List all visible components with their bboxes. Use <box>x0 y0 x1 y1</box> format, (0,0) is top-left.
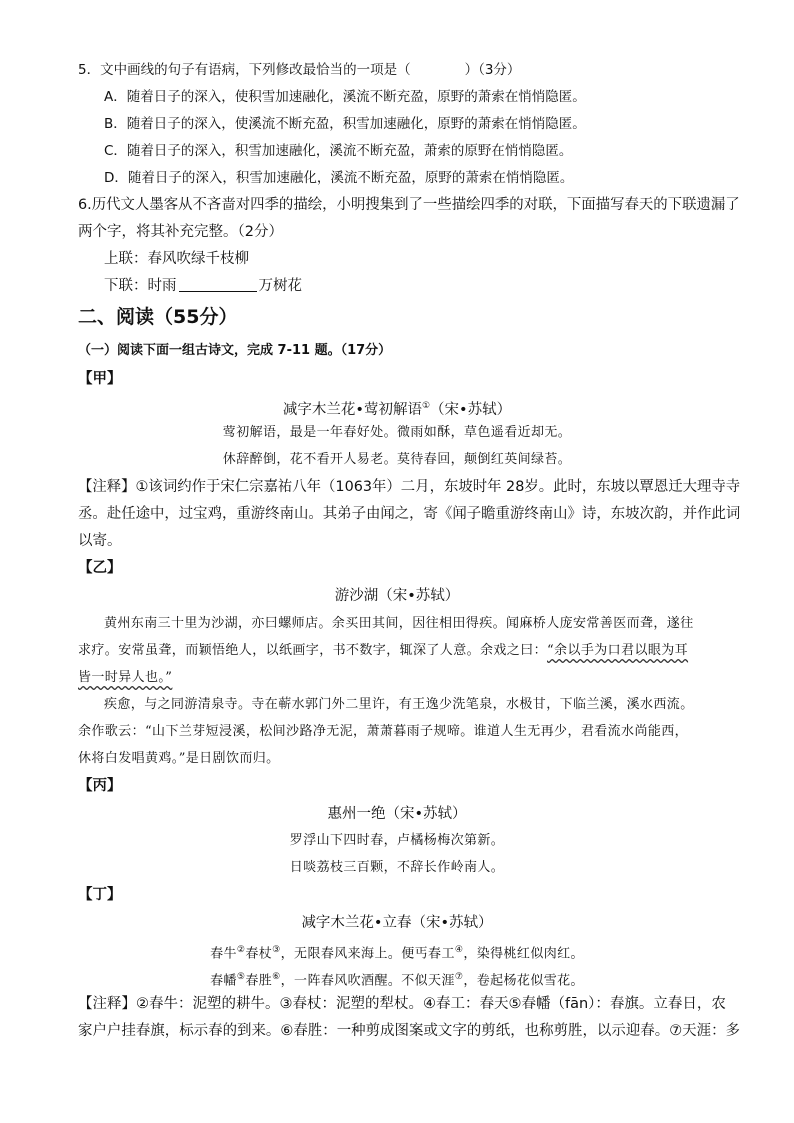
yi-p1-line-2 <box>78 642 688 660</box>
jia-line-2: 休辞醉倒，花不看开人易老。莫待春回，颠倒红英间绿苔。 <box>222 452 572 467</box>
ding-note-ref-3: ③ <box>272 945 281 955</box>
yi-p2-line-3: 休将白发唱黄鸡。”是日剧饮而归。 <box>78 751 280 766</box>
label-jia: 【甲】 <box>78 371 122 387</box>
q5-option-a: A．随着日子的深入，使积雪加速融化，溪流不断充盈，原野的萧索在悄悄隐匿。 <box>104 89 586 105</box>
q5-option-b: B．随着日子的深入，使溪流不断充盈，积雪加速融化，原野的萧索在悄悄隐匿。 <box>104 116 586 132</box>
jia-note-line-3: 以寄。 <box>78 533 122 549</box>
ding-line-2-part-a: 春幡 <box>210 973 237 989</box>
yi-p1-line-2-text: 求疗。安常虽聋，而颖悟绝人，以纸画字，书不数字，辄深了人意。余戏之曰： <box>78 643 548 658</box>
ding-line-1-part-b: 春杖 <box>245 946 273 962</box>
ding-note-ref-7: ⑦ <box>454 972 464 982</box>
q6-stem-line1: 6.历代文人墨客从不吝啬对四季的描绘，小明搜集到了一些描绘四季的对联，下面描写春天的下联遗漏了 <box>78 197 740 213</box>
ding-note-ref-6: ⑥ <box>272 972 281 982</box>
jia-line-1: 莺初解语，最是一年春好处。微雨如酥，草色遥看近却无。 <box>222 425 572 440</box>
ding-note-line-1: 【注释】②春牛：泥塑的耕牛。③春杖：泥塑的犁杖。④春工：春天⑤春幡（fān）：春旗。立春日，农 <box>78 996 726 1012</box>
q6-stem-line2: 两个字，将其补充完整。（2分） <box>78 224 283 240</box>
yi-p1-line-3 <box>78 669 172 687</box>
q5-option-d: D．随着日子的深入，积雪加速融化，溪流不断充盈，原野的萧索在悄悄隐匿。 <box>104 170 574 186</box>
jia-note-line-1: 【注释】①该词约作于宋仁宗嘉祐八年（1063年）二月，东坡时年 28岁。此时，东坡以覃恩迁大理寺寺 <box>78 479 741 495</box>
ding-line-1 <box>0 941 794 963</box>
q5-stem: 5．文中画线的句子有语病，下列修改最恰当的一项是（ ）（3分） <box>78 62 521 78</box>
bing-line-2: 日啖荔枝三百颗，不辞长作岭南人。 <box>289 860 505 875</box>
ding-line-1-part-c: ，无限春风来海上。便丐春工 <box>280 946 455 962</box>
ding-note-ref-2: ② <box>236 945 246 955</box>
lower-couplet-prefix: 下联：时雨 <box>104 278 177 294</box>
ding-line-1-part-d: ，染得桃红似肉红。 <box>463 946 584 962</box>
ding-note-ref-4: ④ <box>454 945 464 955</box>
yi-p2-line-1: 疾愈，与之同游清泉寺。寺在蕲水郭门外二里许，有王逸少洗笔泉，水极甘，下临兰溪，溪水西流。 <box>104 697 694 712</box>
jia-title-author: （宋•苏轼） <box>430 401 512 418</box>
label-bing: 【丙】 <box>78 778 122 794</box>
yi-title: 游沙湖（宋•苏轼） <box>334 588 460 604</box>
ding-line-1-part-a: 春牛 <box>210 946 237 962</box>
yi-underlined-sentence: “余以手为口君以眼为耳 <box>547 643 689 658</box>
ding-line-2-part-d: ，卷起杨花似雪花。 <box>463 973 584 989</box>
jia-title-text: 减字木兰花•莺初解语 <box>282 401 422 418</box>
section-heading: 二、阅读（55分） <box>78 306 238 328</box>
bing-title: 惠州一绝（宋•苏轼） <box>327 806 467 822</box>
yi-p1-line-1: 黄州东南三十里为沙湖，亦曰螺师店。余买田其间，因往相田得疾。闻麻桥人庞安常善医而聋，遂往 <box>104 616 694 631</box>
ding-note-ref-5: ⑤ <box>236 972 246 982</box>
ding-line-2 <box>0 968 794 990</box>
q6-upper-couplet: 上联：春风吹绿千枝柳 <box>104 251 249 267</box>
subsection-heading: （一）阅读下面一组古诗文，完成 7-11 题。（17分） <box>78 343 392 358</box>
jia-note-line-2: 丞。赴任途中，过宝鸡，重游终南山。其弟子由闻之，寄《闻子瞻重游终南山》诗，东坡次韵，并作此词 <box>78 506 741 522</box>
yi-p2-line-2: 余作歌云：“山下兰芽短浸溪，松间沙路净无泥，萧萧暮雨子规啼。谁道人生无再少，君看流水尚能西， <box>78 724 689 739</box>
lower-couplet-suffix: 万树花 <box>258 278 302 294</box>
answer-blank[interactable] <box>179 277 257 292</box>
q5-option-c: C．随着日子的深入，积雪加速融化，溪流不断充盈，萧索的原野在悄悄隐匿。 <box>104 143 573 159</box>
jia-title-note: ① <box>421 401 431 411</box>
ding-line-2-part-c: ，一阵春风吹酒醒。不似天涯 <box>280 973 455 989</box>
ding-note-line-2: 家户户挂春旗，标示春的到来。⑥春胜：一种剪成图案或文字的剪纸，也称剪胜，以示迎春。⑦天涯：多 <box>78 1023 741 1039</box>
bing-line-1: 罗浮山下四时春，卢橘杨梅次第新。 <box>289 833 505 848</box>
label-yi: 【乙】 <box>78 560 122 576</box>
label-ding: 【丁】 <box>78 887 122 903</box>
ding-title: 减字木兰花•立春（宋•苏轼） <box>301 915 493 931</box>
q6-lower-couplet <box>104 277 302 295</box>
jia-title <box>0 397 794 419</box>
yi-underlined-sentence-end: 皆一时异人也。” <box>78 670 173 685</box>
ding-line-2-part-b: 春胜 <box>245 973 273 989</box>
